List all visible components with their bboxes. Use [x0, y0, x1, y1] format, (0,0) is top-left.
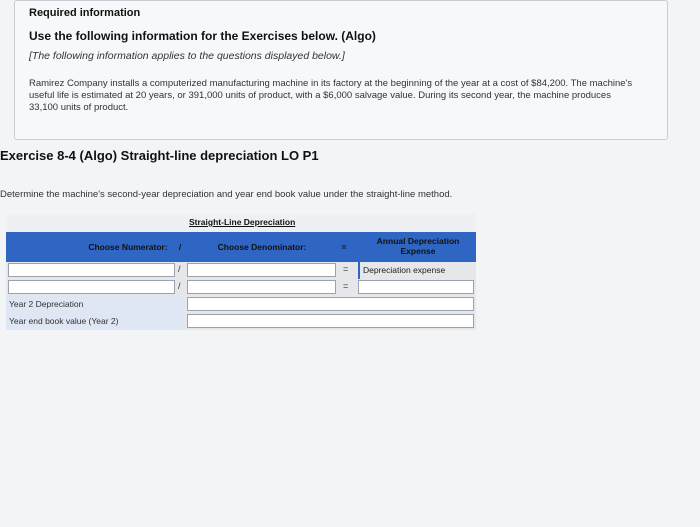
annual-depreciation-header: Annual Depreciation Expense [376, 236, 460, 256]
required-info-panel [14, 0, 668, 140]
denominator-input-row1[interactable] [187, 263, 336, 277]
equals-symbol: = [341, 242, 347, 252]
table-row [6, 279, 476, 296]
numerator-input-row2[interactable] [8, 280, 175, 294]
depreciation-expense-label: Depreciation expense [363, 265, 446, 275]
divide-symbol: / [178, 242, 182, 252]
equals-symbol: = [343, 281, 349, 291]
equals-symbol: = [343, 264, 349, 274]
divide-symbol: / [178, 264, 181, 274]
denominator-input-row2[interactable] [187, 280, 336, 294]
divide-symbol: / [178, 281, 181, 291]
result-input-row2[interactable] [358, 280, 474, 294]
year-end-book-value-label: Year end book value (Year 2) [9, 316, 119, 326]
year2-depreciation-input[interactable] [187, 297, 474, 311]
exercise-instructions: Determine the machine's second-year depreciation and year end book value under the straight-line method. [0, 189, 453, 200]
year2-depreciation-label: Year 2 Depreciation [9, 299, 84, 309]
table-row [6, 313, 476, 330]
year-end-book-value-input[interactable] [187, 314, 474, 328]
table-row [6, 296, 476, 313]
cell-divider [358, 262, 360, 279]
use-info-heading: Use the following information for the Exercises below. (Algo) [29, 29, 376, 43]
table-caption-bar [6, 214, 476, 232]
denominator-header: Choose Denominator: [217, 242, 307, 252]
numerator-header: Choose Numerator: [88, 242, 168, 252]
table-caption: Straight-Line Depreciation [189, 217, 296, 227]
numerator-input-row1[interactable] [8, 263, 175, 277]
exercise-title: Exercise 8-4 (Algo) Straight-line depreciation LO P1 [0, 148, 319, 163]
info-note: [The following information applies to the questions displayed below.] [29, 50, 345, 62]
table-row [6, 262, 476, 279]
required-info-heading: Required information [29, 7, 141, 19]
straight-line-depreciation-table [6, 214, 476, 328]
problem-paragraph: Ramirez Company installs a computerized manufacturing machine in its factory at the beginning of the year at a cost of $84,200. The machine's useful life is estimated at 20 years, or 391,000 units of product, with a $6,000 salvage value. During its second year, the machine produces 33,100 units of product. [29, 78, 633, 113]
